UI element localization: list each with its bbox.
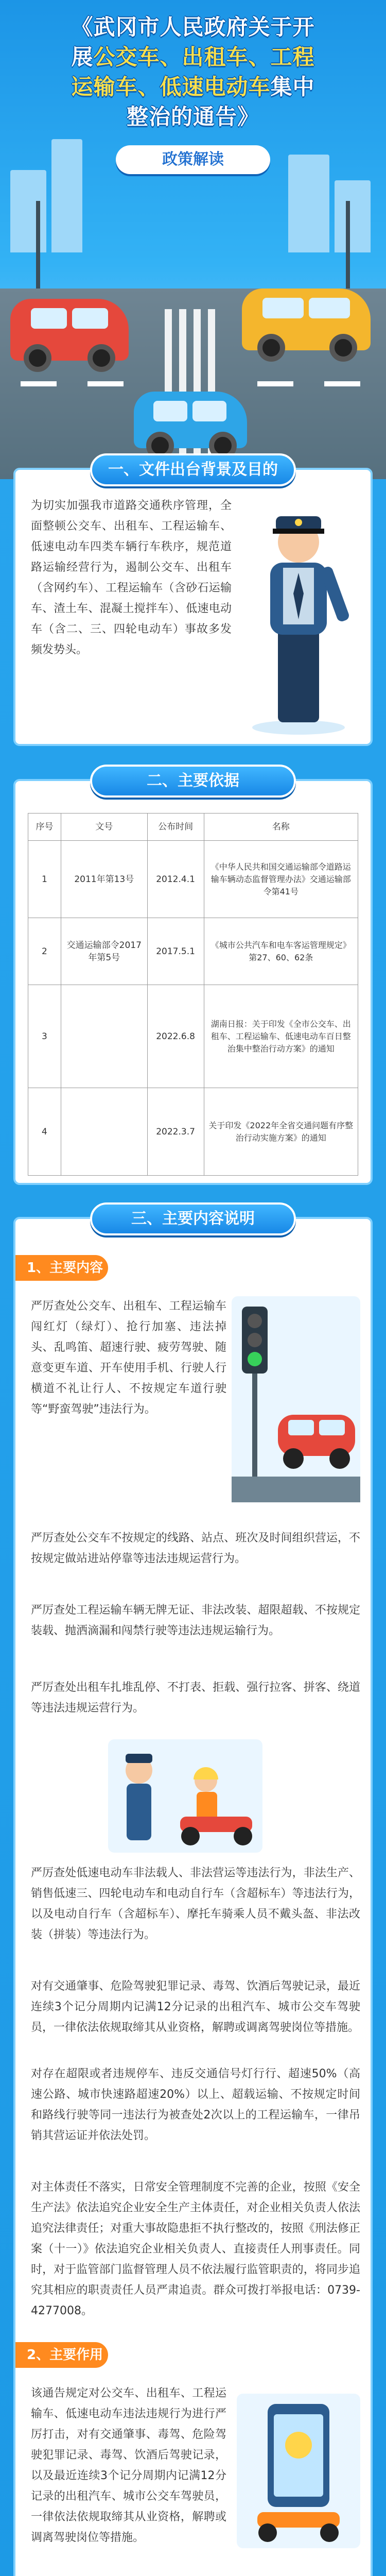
background-text: 为切实加强我市道路交通秩序管理，全面整顿公交车、出租车、工程运输车、低速电动车四类车辆行车秩序，规范道路运输经营行为，遏制公交车、出租车（含网约车）、工程运输车（含砂石运输车、渣土车、混凝土搅拌车）、低速电动车（含二、三、四轮电动车）事故多发频发势头。 — [31, 499, 232, 656]
cell-doc: 交通运输部令2017年第5号 — [61, 918, 147, 985]
main-effect-tag: 2、主要作用 — [15, 2342, 108, 2368]
cell-name: 《中华人民共和国交通运输部令道路运输车辆动态监督管理办法》交通运输部令第41号 — [204, 841, 358, 918]
cell-no: 2 — [28, 918, 61, 985]
table-header-no: 序号 — [28, 814, 61, 841]
policy-interpretation-badge: 政策解读 — [116, 145, 270, 174]
cell-no: 1 — [28, 841, 61, 918]
city-building — [51, 139, 82, 252]
street-lamp-icon — [36, 201, 40, 299]
cell-name: 湖南日报：关于印发《全市公交车、出租车、工程运输车、低速电动车百日整治集中整治行动方案》的通知 — [204, 985, 358, 1088]
cell-doc — [61, 985, 147, 1088]
red-car-icon — [10, 299, 129, 361]
content-item-6: 对有交通肇事、危险驾驶犯罪记录、毒驾、饮酒后驾驶记录，最近连续3个记分周期内记满12分记录的出租汽车、城市公交车驾驶员，一律依法依规取缔其从业资格，解聘或调离驾驶岗位等措施。 — [31, 1980, 360, 2034]
hero-banner — [0, 0, 386, 479]
blue-car-icon — [134, 392, 247, 448]
content-item-2: 严厉查处公交车不按规定的线路、站点、班次及时间组织营运，不按规定做站进站停靠等违法违规运营行为。 — [31, 1532, 360, 1565]
police-checking-riders-illustration — [108, 1739, 262, 1853]
content-item-7: 对存在超限或者违规停车、违反交通信号灯行行、超速50%（高速公路、城市快速路超速20%）以上、超载运输、不按规定时间和路线行驶等同一违法行为被查处2次以上的工程运输车，一律吊销其营运证并依法处罚。 — [31, 2067, 360, 2142]
table-row — [28, 985, 358, 1088]
table-row — [28, 918, 358, 985]
basis-table — [28, 813, 358, 1176]
traffic-police-icon — [242, 490, 355, 738]
content-item-3: 严厉查处工程运输车辆无牌无证、非法改装、超限超载、不按规定装载、抛洒滴漏和闯禁行驶等违法违规运输行为。 — [31, 1604, 360, 1637]
section-1-banner: 一、文件出台背景及目的 — [90, 453, 296, 486]
hero-title-line-1: 《武冈市人民政府关于开 — [71, 14, 315, 40]
cell-name: 关于印发《2022年全省交通问题有序整治行动实施方案》的通知 — [204, 1088, 358, 1176]
street-lamp-icon — [346, 201, 350, 299]
city-building — [288, 155, 329, 252]
section-3-banner: 三、主要内容说明 — [90, 1202, 296, 1235]
city-building — [10, 170, 46, 252]
cell-no: 3 — [28, 985, 61, 1088]
section-3-card — [13, 1217, 373, 2576]
cell-date: 2022.3.7 — [147, 1088, 204, 1176]
section-2-banner: 二、主要依据 — [90, 765, 296, 798]
hero-title-line-2: 展公交车、出租车、工程 — [71, 44, 315, 70]
hero-title — [0, 12, 386, 132]
hero-title-line-4: 整治的通告》 — [126, 104, 259, 129]
table-row — [28, 841, 358, 918]
hero-title-line-3: 运输车、低速电动车集中 — [71, 74, 315, 99]
city-building — [335, 180, 371, 252]
main-content-tag: 1、主要内容 — [15, 1255, 108, 1281]
table-header-row — [28, 814, 358, 841]
cell-name: 《城市公共汽车和电车客运管理规定》第27、60、62条 — [204, 918, 358, 985]
table-header-date: 公布时间 — [147, 814, 204, 841]
phone-scooter-illustration — [237, 2394, 360, 2548]
cell-date: 2012.4.1 — [147, 841, 204, 918]
cell-date: 2022.6.8 — [147, 985, 204, 1088]
cell-doc: 2011年第13号 — [61, 841, 147, 918]
section-1-card — [13, 468, 373, 746]
content-item-8: 对主体责任不落实，日常安全管理制度不完善的企业，按照《安全生产法》依法追究企业安全生产主体责任，对企业相关负责人依法追究法律责任；对重大事故隐患拒不执行整改的，按照《刑法修正案（十一）》依法追究企业相关负责人、直接责任人刑事责任。同时，对于监管部门监督管理人员不依法履行监管职责的，将同步追究其相应的职责责任人员严肃追责。群众可拨打举报电话：0739-4277008。 — [31, 2181, 360, 2317]
table-header-doc: 文号 — [61, 814, 147, 841]
content-item-5: 严厉查处低速电动车非法载人、非法营运等违法行为，非法生产、销售低速三、四轮电动车和电动自行车（含超标车）等违法行为，以及电动自行车（含超标车）、摩托车骑乘人员不戴头盔、非法改装（拼装）等违法行为。 — [31, 1867, 360, 1941]
table-header-name: 名称 — [204, 814, 358, 841]
traffic-light-illustration — [232, 1296, 360, 1502]
effect-item-1: 该通告规定对公交车、出租车、工程运输车、低速电动车违法违规行为进行严厉打击，对有交通肇事、毒驾、危险驾驶犯罪记录、毒驾、饮酒后驾驶记录，以及最近连续3个记分周期内记满12分记录的出租汽车、城市公交车驾驶员，一律依法依规取缔其从业资格，解聘或调离驾驶岗位等措施。 — [31, 2387, 226, 2544]
cell-date: 2017.5.1 — [147, 918, 204, 985]
content-item-4: 严厉查处出租车扎堆乱停、不打表、拒载、强行拉客、拼客、绕道等违法违规运营行为。 — [31, 1681, 360, 1715]
cell-no: 4 — [28, 1088, 61, 1176]
taxi-car-icon — [242, 289, 371, 350]
section-2-card — [13, 779, 373, 1185]
table-row — [28, 1088, 358, 1176]
cell-doc — [61, 1088, 147, 1176]
content-item-1: 严厉查处公交车、出租车、工程运输车闯红灯（绿灯）、抢行加塞、违法掉头、乱鸣笛、超速行驶、疲劳驾驶、随意变更车道、开车使用手机、行驶人行横道不礼让行人、不按规定车道行驶等“野蛮驾驶”违法行为。 — [31, 1300, 226, 1416]
